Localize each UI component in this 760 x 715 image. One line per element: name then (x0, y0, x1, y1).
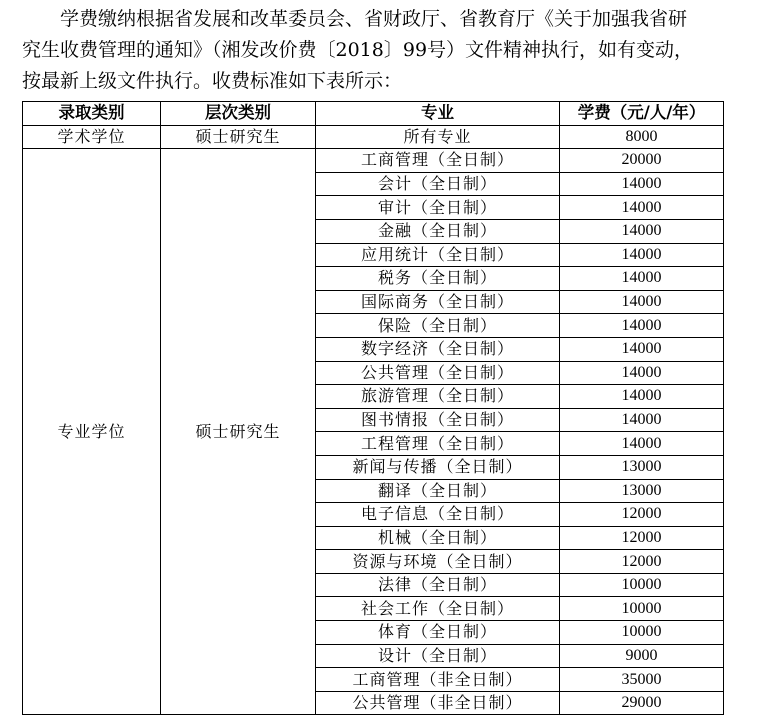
intro-line-2: 究生收费管理的通知》（湘发改价费〔2018〕99号）文件精神执行，如有变动， (22, 39, 694, 61)
fee-cell: 12000 (560, 503, 724, 527)
fee-table (22, 101, 724, 715)
major-cell: 税务（全日制） (316, 267, 560, 291)
major-cell: 翻译（全日制） (316, 479, 560, 503)
major-cell: 电子信息（全日制） (316, 503, 560, 527)
fee-cell: 13000 (560, 455, 724, 479)
fee-cell: 14000 (560, 172, 724, 196)
fee-cell: 35000 (560, 668, 724, 692)
fee-cell: 14000 (560, 219, 724, 243)
major-cell: 保险（全日制） (316, 314, 560, 338)
fee-cell: 12000 (560, 550, 724, 574)
major-cell: 体育（全日制） (316, 621, 560, 645)
table-header-row (23, 102, 724, 126)
fee-cell: 10000 (560, 621, 724, 645)
fee-cell: 14000 (560, 314, 724, 338)
fee-cell: 14000 (560, 385, 724, 409)
level-cell: 硕士研究生 (161, 125, 316, 149)
fee-cell: 14000 (560, 267, 724, 291)
major-cell: 所有专业 (316, 125, 560, 149)
major-cell: 法律（全日制） (316, 573, 560, 597)
major-cell: 机械（全日制） (316, 526, 560, 550)
fee-cell: 12000 (560, 526, 724, 550)
fee-table-body (23, 125, 724, 715)
major-cell: 会计（全日制） (316, 172, 560, 196)
table-row (23, 125, 724, 149)
major-cell: 国际商务（全日制） (316, 290, 560, 314)
intro-line-1: 学费缴纳根据省发展和改革委员会、省财政厅、省教育厅《关于加强我省研 (60, 8, 688, 30)
fee-cell: 14000 (560, 361, 724, 385)
header-level-category: 层次类别 (161, 102, 316, 126)
fee-cell: 14000 (560, 408, 724, 432)
level-cell: 硕士研究生 (161, 149, 316, 715)
header-tuition: 学费（元/人/年） (560, 102, 724, 126)
fee-cell: 14000 (560, 243, 724, 267)
fee-cell: 13000 (560, 479, 724, 503)
major-cell: 图书情报（全日制） (316, 408, 560, 432)
fee-cell: 14000 (560, 337, 724, 361)
table-row (23, 149, 724, 173)
category-cell: 专业学位 (23, 149, 161, 715)
fee-cell: 20000 (560, 149, 724, 173)
major-cell: 资源与环境（全日制） (316, 550, 560, 574)
fee-cell: 10000 (560, 573, 724, 597)
header-major: 专业 (316, 102, 560, 126)
intro-paragraph (22, 4, 738, 97)
major-cell: 社会工作（全日制） (316, 597, 560, 621)
major-cell: 金融（全日制） (316, 219, 560, 243)
fee-cell: 14000 (560, 290, 724, 314)
fee-cell: 14000 (560, 432, 724, 456)
major-cell: 工商管理（全日制） (316, 149, 560, 173)
fee-cell: 14000 (560, 196, 724, 220)
major-cell: 数字经济（全日制） (316, 337, 560, 361)
major-cell: 旅游管理（全日制） (316, 385, 560, 409)
major-cell: 新闻与传播（全日制） (316, 455, 560, 479)
header-admission-category: 录取类别 (23, 102, 161, 126)
major-cell: 设计（全日制） (316, 644, 560, 668)
major-cell: 应用统计（全日制） (316, 243, 560, 267)
intro-line-3: 按最新上级文件执行。收费标准如下表所示： (22, 70, 403, 92)
major-cell: 工程管理（全日制） (316, 432, 560, 456)
fee-cell: 9000 (560, 644, 724, 668)
category-cell: 学术学位 (23, 125, 161, 149)
major-cell: 公共管理（全日制） (316, 361, 560, 385)
major-cell: 工商管理（非全日制） (316, 668, 560, 692)
fee-cell: 29000 (560, 691, 724, 715)
fee-cell: 10000 (560, 597, 724, 621)
major-cell: 审计（全日制） (316, 196, 560, 220)
fee-cell: 8000 (560, 125, 724, 149)
major-cell: 公共管理（非全日制） (316, 691, 560, 715)
